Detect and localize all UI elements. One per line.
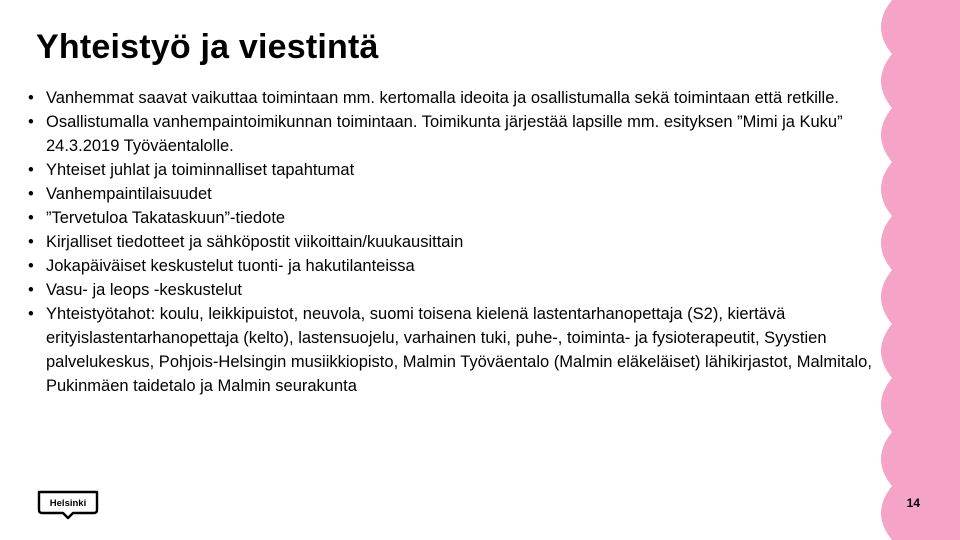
bullet-item: • Vanhempaintilaisuudet — [28, 182, 908, 206]
page-number: 14 — [906, 496, 920, 510]
bullet-item: • Osallistumalla vanhempaintoimikunnan toimintaan. Toimikunta järjestää lapsille mm. esityksen ”Mimi ja Kuku” 24.3.2019 Työväentalolle. — [28, 110, 908, 158]
bullet-item: • Yhteiset juhlat ja toiminnalliset tapahtumat — [28, 158, 908, 182]
bullet-item: • Vasu- ja leops -keskustelut — [28, 278, 908, 302]
bullet-item: • Jokapäiväiset keskustelut tuonti- ja hakutilanteissa — [28, 254, 908, 278]
bullet-item: • Kirjalliset tiedotteet ja sähköpostit viikoittain/kuukausittain — [28, 230, 908, 254]
bullet-list — [28, 86, 908, 398]
bullet-item: • Vanhemmat saavat vaikuttaa toimintaan mm. kertomalla ideoita ja osallistumalla sekä toimintaan että retkille. — [28, 86, 908, 110]
slide-title: Yhteistyö ja viestintä — [36, 28, 379, 66]
logo-text: Helsinki — [49, 498, 87, 509]
helsinki-logo-icon — [35, 489, 101, 520]
bullet-item: • ”Tervetuloa Takataskuun”-tiedote — [28, 206, 908, 230]
bullet-item: • Yhteistyötahot: koulu, leikkipuistot, neuvola, suomi toisena kielenä lastentarhanopettaja (S2), kiertävä erityislastentarhanopettaja (kelto), lastensuojelu, varhainen tuki, puhe-, toiminta- ja fysioterapeutit, Syystien palvelukeskus, Pohjois-Helsingin musiikkiopisto, Malmin Työväentalo (Malmin eläkeläiset) lähikirjastot, Malmitalo, Pukinmäen taidetalo ja Malmin seurakunta — [28, 302, 908, 398]
